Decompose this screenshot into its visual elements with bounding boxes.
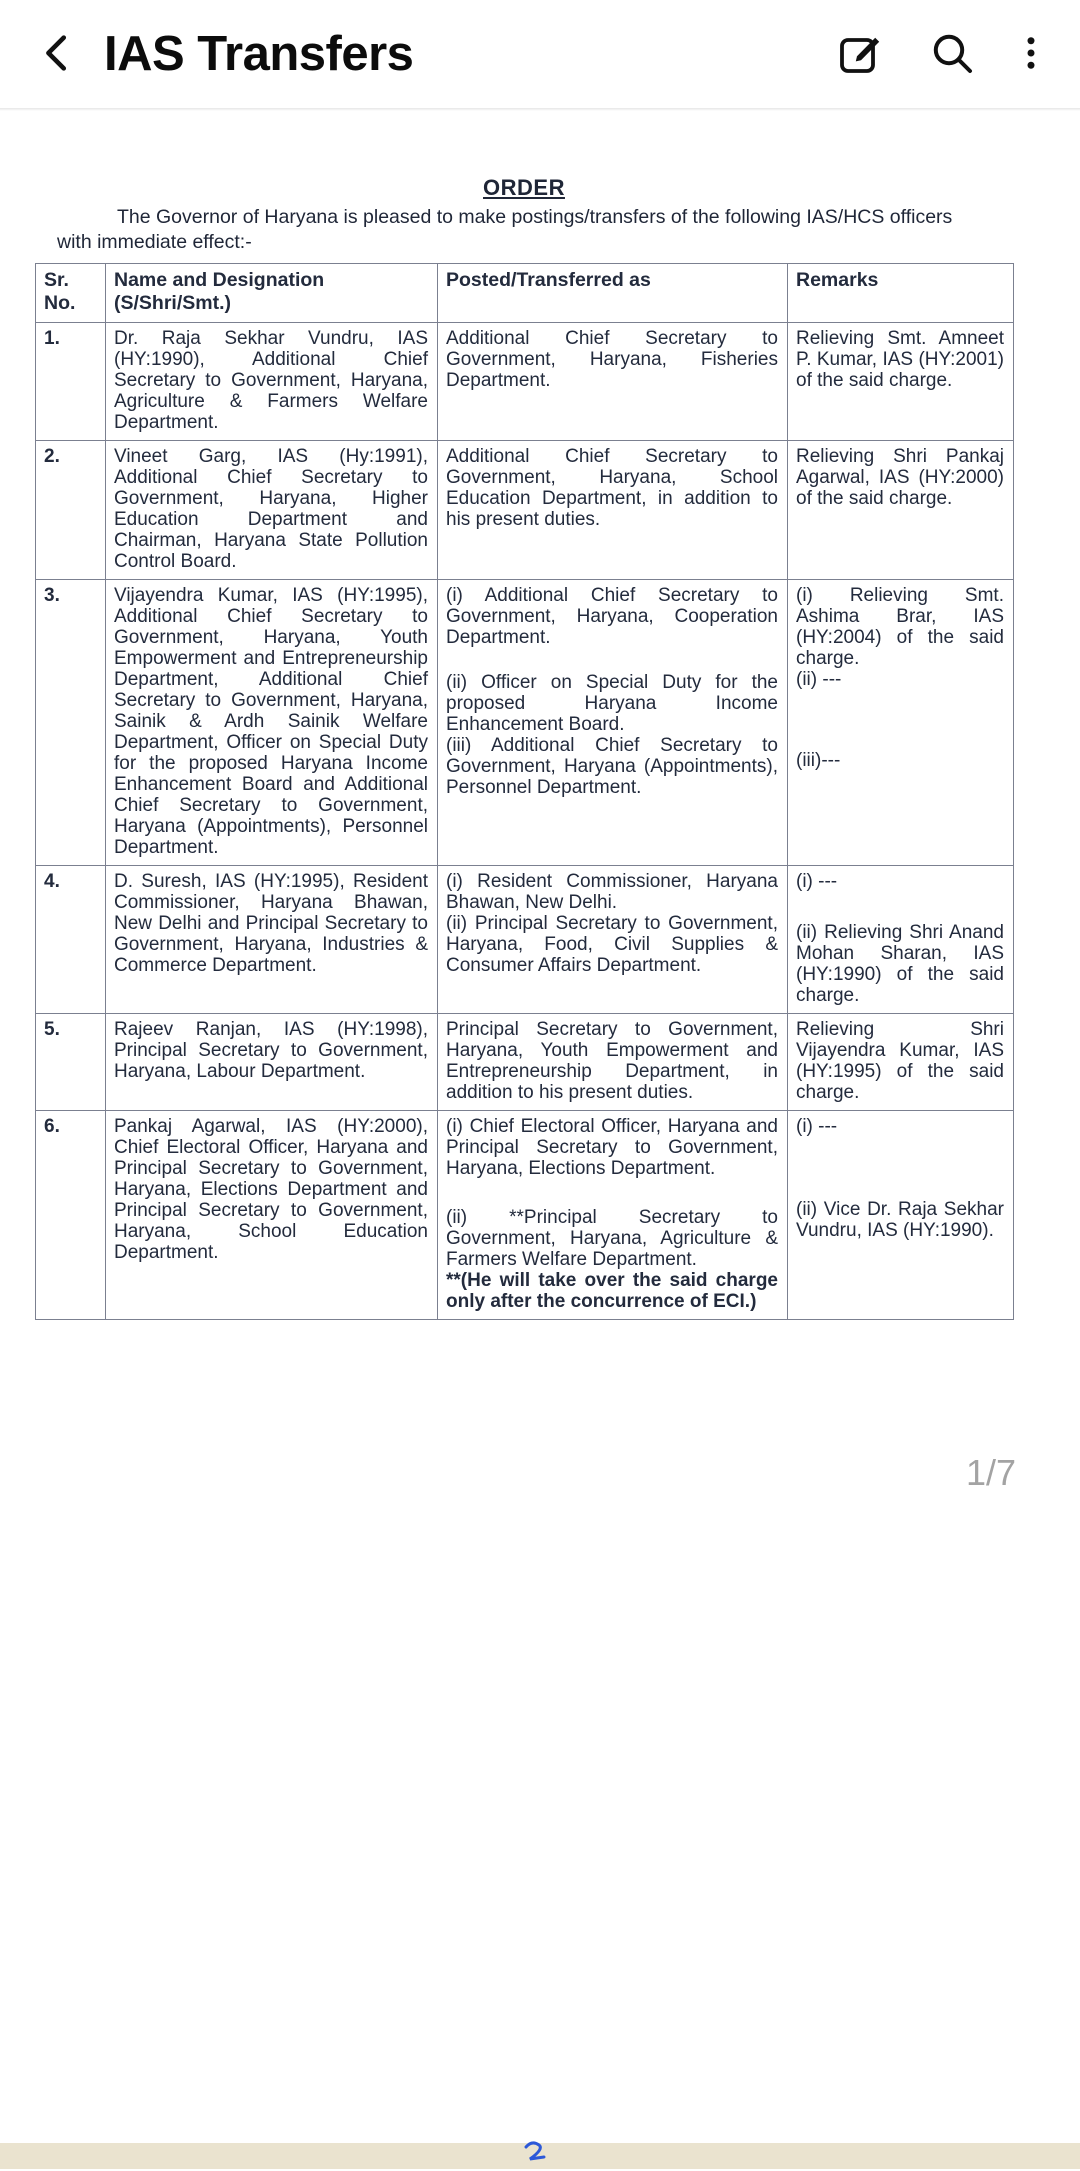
posted-cell: [438, 323, 788, 441]
table-row: [36, 323, 1014, 441]
menu-button[interactable]: [1008, 18, 1054, 90]
table-row: [36, 1111, 1014, 1320]
cell-paragraph: (ii) Officer on Special Duty for the proposed Haryana Income Enhancement Board.: [446, 672, 778, 735]
edit-icon: [836, 29, 884, 80]
name-cell: [106, 1111, 438, 1320]
posted-cell: [438, 1111, 788, 1320]
cell-paragraph: (ii) Relieving Shri Anand Mohan Sharan, IAS (HY:1990) of the said charge.: [796, 922, 1004, 1006]
cell-paragraph: Principal Secretary to Government, Haryana, Youth Empowerment and Entrepreneurship Department, in addition to his present duties.: [446, 1019, 778, 1103]
name-cell: [106, 1014, 438, 1111]
order-title: ORDER: [483, 175, 565, 200]
table-row: [36, 441, 1014, 580]
search-icon: [928, 29, 976, 80]
cell-paragraph: Relieving Smt. Amneet P. Kumar, IAS (HY:2001) of the said charge.: [796, 328, 1004, 391]
transfer-table-body: [36, 323, 1014, 1320]
remarks-cell: [788, 1014, 1014, 1111]
sr-cell: 3.: [36, 580, 106, 866]
app-header: [0, 0, 1080, 108]
cell-paragraph: (i) ---: [796, 1116, 838, 1137]
cell-paragraph: Pankaj Agarwal, IAS (HY:2000), Chief Electoral Officer, Haryana and Principal Secretary to Government, Haryana, Elections Department and Principal Secretary to Government, Haryana, School Education Department.: [114, 1116, 428, 1263]
document-page[interactable]: [0, 111, 1080, 1320]
cell-paragraph: Vineet Garg, IAS (Hy:1991), Additional Chief Secretary to Government, Haryana, Higher Education Department and Chairman, Haryana State Pollution Control Board.: [114, 446, 428, 572]
appbar-actions: [824, 18, 1054, 90]
cell-paragraph: (iii) Additional Chief Secretary to Government, Haryana (Appointments), Personnel Department.: [446, 735, 778, 798]
transfer-table: [35, 263, 1014, 1320]
remarks-cell: [788, 1111, 1014, 1320]
posted-cell: [438, 1014, 788, 1111]
remarks-cell: [788, 580, 1014, 866]
table-row: [36, 580, 1014, 866]
cell-paragraph: Relieving Shri Vijayendra Kumar, IAS (HY:1995) of the said charge.: [796, 1019, 1004, 1103]
posted-cell: [438, 441, 788, 580]
back-button[interactable]: [22, 18, 94, 90]
cell-paragraph: Rajeev Ranjan, IAS (HY:1998), Principal Secretary to Government, Haryana, Labour Department.: [114, 1019, 428, 1082]
column-header-remarks: Remarks: [788, 264, 1014, 323]
column-header-posted: Posted/Transferred as: [438, 264, 788, 323]
name-cell: [106, 441, 438, 580]
cell-paragraph: (i) Resident Commissioner, Haryana Bhawan, New Delhi.: [446, 871, 778, 913]
cell-paragraph: (i) ---: [796, 871, 838, 892]
sr-cell: 5.: [36, 1014, 106, 1111]
cell-paragraph: (ii) ---: [796, 669, 842, 690]
name-cell: [106, 580, 438, 866]
cell-paragraph: D. Suresh, IAS (HY:1995), Resident Commissioner, Haryana Bhawan, New Delhi and Principal Secretary to Government, Haryana, Industries & Commerce Department.: [114, 871, 428, 976]
cell-paragraph: (ii) Principal Secretary to Government, Haryana, Food, Civil Supplies & Consumer Affairs Department.: [446, 913, 778, 976]
cell-paragraph: Additional Chief Secretary to Government, Haryana, School Education Department, in addition to his present duties.: [446, 446, 778, 530]
cell-paragraph: (iii)---: [796, 750, 841, 771]
cell-paragraph: (ii) Vice Dr. Raja Sekhar Vundru, IAS (HY:1990).: [796, 1199, 1004, 1241]
cell-paragraph: Relieving Shri Pankaj Agarwal, IAS (HY:2000) of the said charge.: [796, 446, 1004, 509]
sr-cell: 1.: [36, 323, 106, 441]
column-header-name: Name and Designation (S/Shri/Smt.): [106, 264, 438, 323]
cell-paragraph: Additional Chief Secretary to Government, Haryana, Fisheries Department.: [446, 328, 778, 391]
remarks-cell: [788, 323, 1014, 441]
cell-paragraph: (i) Relieving Smt. Ashima Brar, IAS (HY:2004) of the said charge.: [796, 585, 1004, 669]
name-cell: [106, 323, 438, 441]
cell-paragraph: Dr. Raja Sekhar Vundru, IAS (HY:1990), Additional Chief Secretary to Government, Haryana, Agriculture & Farmers Welfare Department.: [114, 328, 428, 433]
sr-cell: 2.: [36, 441, 106, 580]
posted-cell: [438, 866, 788, 1014]
sr-cell: 4.: [36, 866, 106, 1014]
cell-paragraph: (ii) **Principal Secretary to Government, Haryana, Agriculture & Farmers Welfare Department.: [446, 1207, 778, 1270]
cell-paragraph: (i) Chief Electoral Officer, Haryana and Principal Secretary to Government, Haryana, Elections Department.: [446, 1116, 778, 1179]
table-header-row: [36, 264, 1014, 323]
back-icon: [35, 30, 81, 79]
remarks-cell: [788, 866, 1014, 1014]
edit-button[interactable]: [824, 18, 896, 90]
cell-paragraph: (i) Additional Chief Secretary to Government, Haryana, Cooperation Department.: [446, 585, 778, 648]
table-row: [36, 866, 1014, 1014]
handwritten-mark: [522, 2140, 550, 2171]
page-indicator: 1/7: [965, 1452, 1016, 1493]
page-title: IAS Transfers: [104, 27, 414, 81]
column-header-sr: Sr. No.: [36, 264, 106, 323]
overflow-menu-icon: [1010, 32, 1052, 77]
cell-paragraph: **(He will take over the said charge only after the concurrence of ECI.): [446, 1270, 778, 1312]
posted-cell: [438, 580, 788, 866]
cell-paragraph: Vijayendra Kumar, IAS (HY:1995), Additional Chief Secretary to Government, Haryana, Youth Empowerment and Entrepreneurship Department, Additional Chief Secretary to Government, Haryana, Sainik & Ardh Sainik Welfare Department, Officer on Special Duty for the proposed Haryana Income Enhancement Board and Additional Chief Secretary to Government, Haryana (Appointments), Personnel Department.: [114, 585, 428, 858]
sr-cell: 6.: [36, 1111, 106, 1320]
search-button[interactable]: [916, 18, 988, 90]
order-intro: The Governor of Haryana is pleased to make postings/transfers of the following IAS/HCS officers with immediate effect:-: [57, 206, 953, 253]
remarks-cell: [788, 441, 1014, 580]
table-row: [36, 1014, 1014, 1111]
name-cell: [106, 866, 438, 1014]
